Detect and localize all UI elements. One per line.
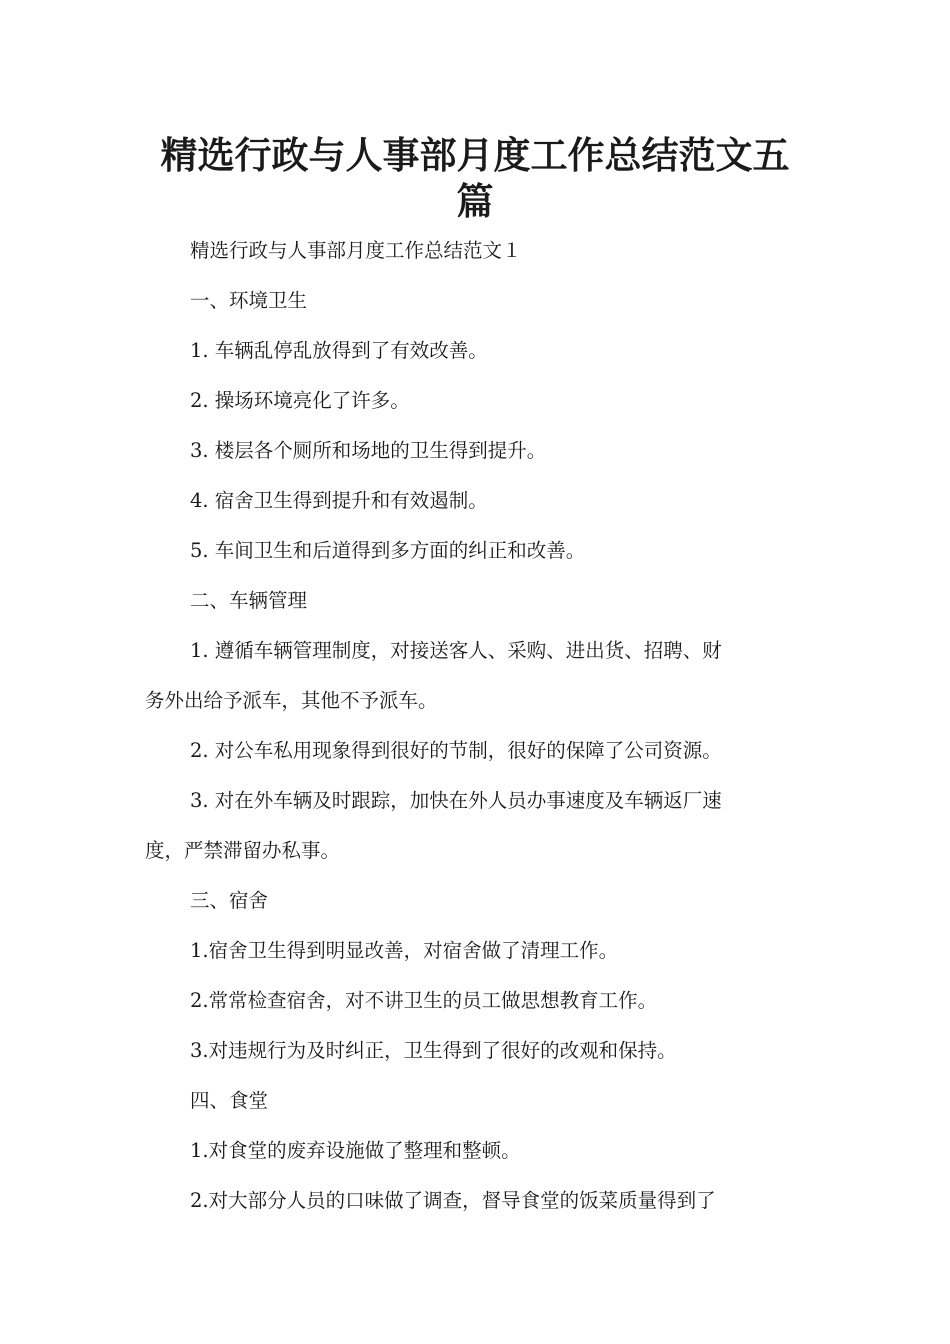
document-title-line-2: 篇 (456, 180, 494, 223)
paragraph: 2. 操场环境亮化了许多。 (190, 389, 410, 412)
paragraph: 1.宿舍卫生得到明显改善，对宿舍做了清理工作。 (190, 939, 619, 962)
paragraph-continuation: 务外出给予派车，其他不予派车。 (145, 689, 438, 712)
paragraph: 4. 宿舍卫生得到提升和有效遏制。 (190, 489, 488, 512)
paragraph: 1.对食堂的废弃设施做了整理和整顿。 (190, 1139, 521, 1162)
section-heading-1: 精选行政与人事部月度工作总结范文１ (190, 239, 522, 262)
paragraph: 2. 对公车私用现象得到很好的节制，很好的保障了公司资源。 (190, 739, 722, 762)
paragraph-continuation: 度，严禁滞留办私事。 (145, 839, 341, 862)
paragraph: 2.常常检查宿舍，对不讲卫生的员工做思想教育工作。 (190, 989, 658, 1012)
subheading-dormitory: 三、宿舍 (190, 889, 269, 912)
paragraph: 3. 对在外车辆及时跟踪，加快在外人员办事速度及车辆返厂速 (190, 789, 722, 812)
paragraph: 5. 车间卫生和后道得到多方面的纠正和改善。 (190, 539, 586, 562)
paragraph: 3. 楼层各个厕所和场地的卫生得到提升。 (190, 439, 547, 462)
subheading-environment: 一、环境卫生 (190, 289, 308, 312)
paragraph: 2.对大部分人员的口味做了调查，督导食堂的饭菜质量得到了 (190, 1189, 716, 1212)
subheading-vehicles: 二、车辆管理 (190, 589, 308, 612)
paragraph: 3.对违规行为及时纠正，卫生得到了很好的改观和保持。 (190, 1039, 677, 1062)
paragraph: 1. 遵循车辆管理制度，对接送客人、采购、进出货、招聘、财 (190, 639, 722, 662)
paragraph: 1. 车辆乱停乱放得到了有效改善。 (190, 339, 488, 362)
document-title-line-1: 精选行政与人事部月度工作总结范文五 (160, 134, 790, 177)
subheading-canteen: 四、食堂 (190, 1089, 269, 1112)
